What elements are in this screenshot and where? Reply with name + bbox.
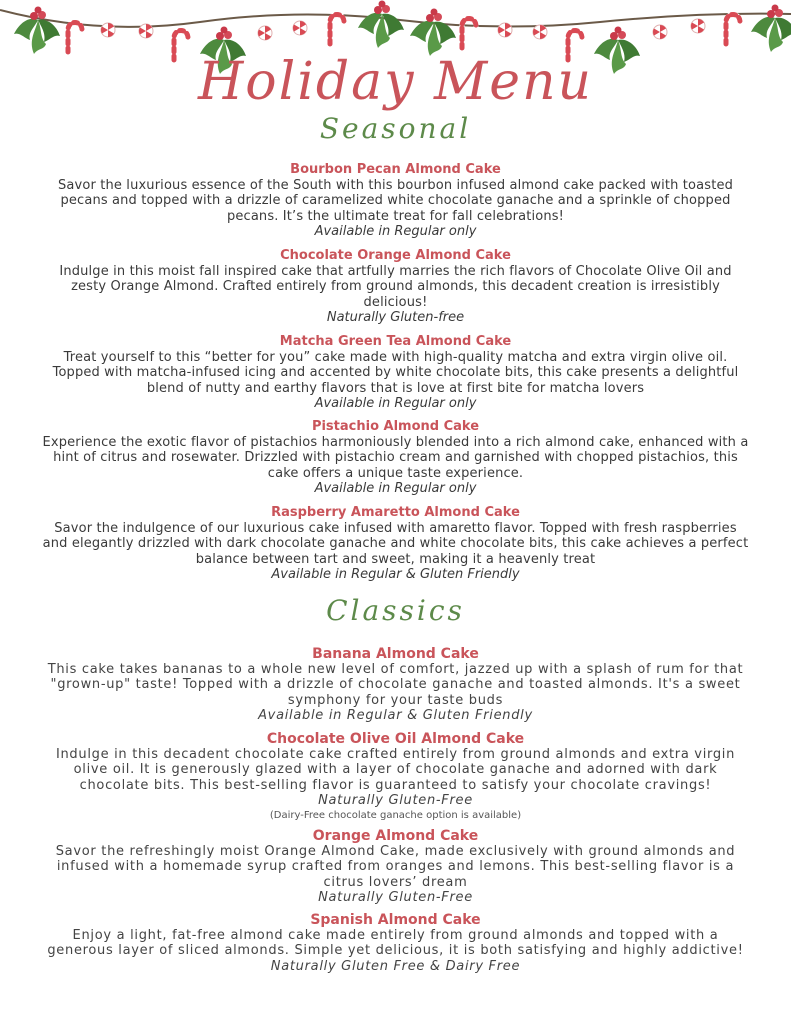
item-availability: Available in Regular only [314, 396, 477, 412]
item-name: Raspberry Amaretto Almond Cake [271, 505, 520, 520]
item-name: Matcha Green Tea Almond Cake [279, 334, 512, 349]
menu-item-chocolate-orange [40, 248, 751, 326]
section-title-seasonal: Seasonal [319, 112, 472, 145]
item-note: (Dairy-Free chocolate ganache option is available) [269, 809, 522, 821]
item-description: Experience the exotic flavor of pistachios harmoniously blended into a rich almond cake, enhanced with a hint of citrus and rosewater. Drizzled with pistachio cream and garnished with chopped pistachios, this cake offers a unique taste experience. [42, 435, 749, 481]
menu-item-raspberry-amaretto [40, 505, 751, 583]
menu-title: Holiday Menu [197, 52, 594, 112]
item-name: Chocolate Orange Almond Cake [280, 248, 511, 263]
item-description: Savor the refreshingly moist Orange Almond Cake, made exclusively with ground almonds and infused with a homemade syrup crafted from oranges and lemons. This best-selling flavor is a citrus lovers’ dream [55, 844, 736, 890]
item-description: Indulge in this moist fall inspired cake that artfully marries the rich flavors of Chocolate Olive Oil and zesty Orange Almond. Crafted entirely from ground almonds, this decadent creation is irresistibly delicious! [59, 264, 732, 310]
item-description: Enjoy a light, fat-free almond cake made entirely from ground almonds and topped with a generous layer of sliced almonds. Simple yet delicious, it is both satisfying and highly addictive! [47, 928, 744, 959]
item-name: Banana Almond Cake [312, 646, 479, 662]
item-availability: Available in Regular only [314, 481, 477, 497]
item-availability: Naturally Gluten Free & Dairy Free [270, 958, 521, 974]
item-description: Savor the luxurious essence of the South with this bourbon infused almond cake packed with toasted pecans and topped with a drizzle of caramelized white chocolate ganache and a sprinkle of chopped pecans. It’s the ultimate treat for fall celebrations! [58, 178, 733, 224]
menu-item-chocolate-olive-oil [40, 731, 751, 822]
item-availability: Available in Regular & Gluten Friendly [258, 708, 533, 724]
menu-item-orange [40, 828, 751, 906]
item-description: Treat yourself to this “better for you” cake made with high-quality matcha and extra virgin olive oil. Topped with matcha-infused icing and accented by white chocolate bits, this cake presents a delightful blend of nutty and earthy flavors that is love at first bite for matcha lovers [52, 350, 739, 396]
menu-item-spanish [40, 912, 751, 974]
item-name: Orange Almond Cake [312, 828, 479, 844]
menu-item-banana [40, 646, 751, 724]
item-name: Chocolate Olive Oil Almond Cake [266, 731, 525, 747]
item-name: Spanish Almond Cake [310, 912, 481, 928]
menu-item-matcha-green-tea [40, 334, 751, 412]
item-name: Pistachio Almond Cake [311, 419, 480, 434]
menu-item-pistachio [40, 419, 751, 497]
item-availability: Naturally Gluten-Free [318, 793, 473, 809]
item-description: Savor the indulgence of our luxurious cake infused with amaretto flavor. Topped with fresh raspberries and elegantly drizzled with dark chocolate ganache and white chocolate bits, this cake achieves a perfect balance between tart and sweet, making it a heavenly treat [42, 521, 749, 567]
item-description: Indulge in this decadent chocolate cake crafted entirely from ground almonds and extra virgin olive oil. It is generously glazed with a layer of chocolate ganache and adorned with dark chocolate bits. This best-selling flavor is guaranteed to satisfy your chocolate cravings! [55, 747, 736, 793]
menu-item-bourbon-pecan [40, 162, 751, 240]
section-title-classics: Classics [326, 594, 465, 627]
item-description: This cake takes bananas to a whole new level of comfort, jazzed up with a splash of rum for that "grown-up" taste! Topped with a drizzle of chocolate ganache and toasted almonds. It's a sweet symphony for your taste buds [47, 662, 744, 708]
item-availability: Naturally Gluten-Free [318, 890, 473, 906]
item-availability: Available in Regular only [314, 224, 477, 240]
item-name: Bourbon Pecan Almond Cake [290, 162, 501, 177]
item-availability: Available in Regular & Gluten Friendly [271, 567, 520, 583]
item-availability: Naturally Gluten-free [326, 310, 465, 326]
